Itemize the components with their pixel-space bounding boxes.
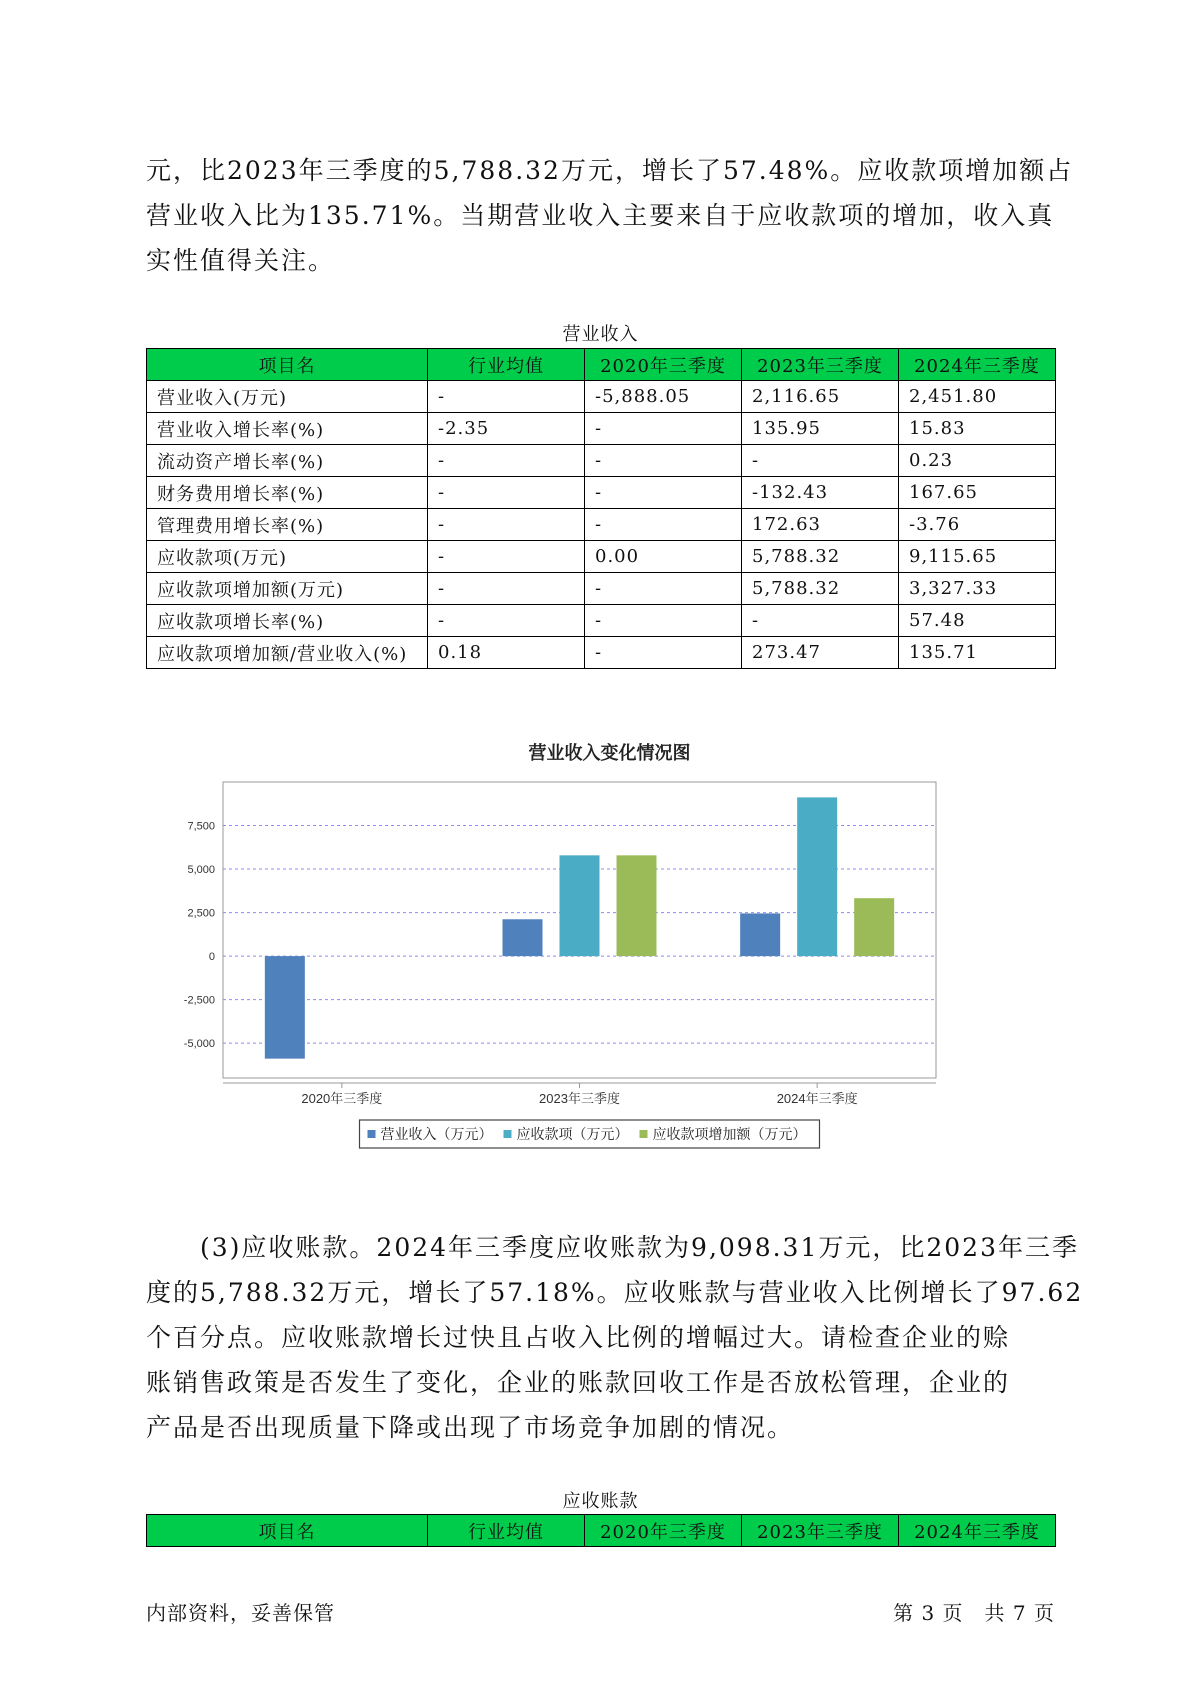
bar <box>797 797 837 956</box>
table-cell: - <box>428 541 585 573</box>
paragraph-line: 元，比2023年三季度的5,788.32万元，增长了57.48%。应收款项增加额占 <box>146 156 1074 185</box>
table-cell: 273.47 <box>742 637 899 669</box>
table-cell: -132.43 <box>742 477 899 509</box>
header-cell: 行业均值 <box>428 349 585 381</box>
table-cell: - <box>585 509 742 541</box>
table-cell: 2,451.80 <box>899 381 1056 413</box>
table-cell: - <box>428 477 585 509</box>
paragraph-line: 营业收入比为135.71%。当期营业收入主要来自于应收款项的增加，收入真 <box>146 201 1055 230</box>
table-cell: 流动资产增长率(%) <box>147 445 428 477</box>
table-header-row <box>147 349 1056 381</box>
header-cell: 项目名 <box>147 349 428 381</box>
bar <box>854 898 894 956</box>
table-cell: 应收款项(万元) <box>147 541 428 573</box>
table-cell: 5,788.32 <box>742 573 899 605</box>
y-tick-label: 5,000 <box>187 864 215 877</box>
table-header-row <box>147 1515 1056 1547</box>
table-caption-receivables: 应收账款 <box>562 1491 639 1512</box>
table-cell: - <box>585 573 742 605</box>
table-cell: 135.71 <box>899 637 1056 669</box>
header-cell: 2020年三季度 <box>585 1515 742 1547</box>
table-cell: 营业收入增长率(%) <box>147 413 428 445</box>
table-cell: 2,116.65 <box>742 381 899 413</box>
paragraph-line: 实性值得关注。 <box>146 246 336 275</box>
header-cell: 2023年三季度 <box>742 1515 899 1547</box>
table-cell: 营业收入(万元) <box>147 381 428 413</box>
table-cell: - <box>428 381 585 413</box>
y-tick-label: 0 <box>208 951 215 964</box>
table-cell: 9,115.65 <box>899 541 1056 573</box>
table-row <box>147 413 1056 445</box>
table-row <box>147 509 1056 541</box>
y-tick-label: -2,500 <box>183 994 215 1007</box>
bar <box>560 855 600 956</box>
table-cell: 应收款项增加额(万元) <box>147 573 428 605</box>
table-cell: 管理费用增长率(%) <box>147 509 428 541</box>
header-cell: 项目名 <box>147 1515 428 1547</box>
table-cell: - <box>742 605 899 637</box>
table-cell: 5,788.32 <box>742 541 899 573</box>
table-cell: 0.00 <box>585 541 742 573</box>
table-row <box>147 477 1056 509</box>
table-row <box>147 445 1056 477</box>
table-cell: 3,327.33 <box>899 573 1056 605</box>
x-tick-label: 2024年三季度 <box>776 1091 858 1106</box>
legend-swatch <box>640 1130 648 1138</box>
legend-swatch <box>368 1130 376 1138</box>
legend-label: 应收款项增加额（万元） <box>652 1126 807 1142</box>
table-cell: 0.18 <box>428 637 585 669</box>
table-cell: - <box>585 605 742 637</box>
header-cell: 2024年三季度 <box>899 1515 1056 1547</box>
table-row <box>147 573 1056 605</box>
bar <box>617 855 657 956</box>
legend-swatch <box>504 1130 512 1138</box>
y-tick-label: 2,500 <box>187 907 215 920</box>
footer-confidential-note: 内部资料，妥善保管 <box>146 1601 335 1625</box>
y-tick-label: 7,500 <box>187 820 215 833</box>
header-cell: 2020年三季度 <box>585 349 742 381</box>
table-cell: - <box>742 445 899 477</box>
x-tick-label: 2023年三季度 <box>539 1091 620 1106</box>
footer-page-number: 第 3 页 共 7 页 <box>893 1601 1055 1625</box>
bar <box>265 956 305 1059</box>
revenue-table <box>146 348 1056 669</box>
y-tick-label: -5,000 <box>183 1038 215 1051</box>
table-row <box>147 381 1056 413</box>
paragraph-line: 个百分点。应收账款增长过快且占收入比例的增幅过大。请检查企业的赊 <box>146 1323 1011 1352</box>
paragraph-receivables <box>146 1225 1084 1450</box>
paragraph-line: 账销售政策是否发生了变化，企业的账款回收工作是否放松管理，企业的 <box>146 1368 1011 1397</box>
table-cell: -2.35 <box>428 413 585 445</box>
table-cell: - <box>585 413 742 445</box>
revenue-change-chart <box>146 730 1056 1190</box>
paragraph-line: 产品是否出现质量下降或出现了市场竞争加剧的情况。 <box>146 1413 795 1442</box>
bar <box>740 913 780 956</box>
table-cell: - <box>585 637 742 669</box>
table-caption-revenue: 营业收入 <box>562 324 639 345</box>
legend-label: 应收款项（万元） <box>516 1126 629 1142</box>
table-cell: - <box>428 605 585 637</box>
bar <box>503 919 543 956</box>
table-row <box>147 605 1056 637</box>
table-cell: - <box>428 509 585 541</box>
table-cell: 15.83 <box>899 413 1056 445</box>
table-cell: 167.65 <box>899 477 1056 509</box>
table-cell: - <box>585 477 742 509</box>
table-row <box>147 541 1056 573</box>
table-cell: - <box>428 573 585 605</box>
table-cell: 172.63 <box>742 509 899 541</box>
table-cell: 应收款项增长率(%) <box>147 605 428 637</box>
legend-label: 营业收入（万元） <box>380 1126 493 1142</box>
paragraph-intro <box>146 148 1074 283</box>
table-cell: - <box>428 445 585 477</box>
table-row <box>147 637 1056 669</box>
paragraph-line: 度的5,788.32万元，增长了57.18%。应收账款与营业收入比例增长了97.62 <box>146 1278 1084 1307</box>
table-cell: 135.95 <box>742 413 899 445</box>
receivables-table <box>146 1514 1056 1547</box>
table-cell: -3.76 <box>899 509 1056 541</box>
header-cell: 行业均值 <box>428 1515 585 1547</box>
table-cell: 57.48 <box>899 605 1056 637</box>
header-cell: 2024年三季度 <box>899 349 1056 381</box>
table-cell: 0.23 <box>899 445 1056 477</box>
table-cell: -5,888.05 <box>585 381 742 413</box>
chart-title: 营业收入变化情况图 <box>528 743 691 763</box>
paragraph-line: (3)应收账款。2024年三季度应收账款为9,098.31万元，比2023年三季 <box>146 1233 1079 1262</box>
table-cell: - <box>585 445 742 477</box>
x-tick-label: 2020年三季度 <box>301 1091 383 1106</box>
table-cell: 财务费用增长率(%) <box>147 477 428 509</box>
header-cell: 2023年三季度 <box>742 349 899 381</box>
table-cell: 应收款项增加额/营业收入(%) <box>147 637 428 669</box>
